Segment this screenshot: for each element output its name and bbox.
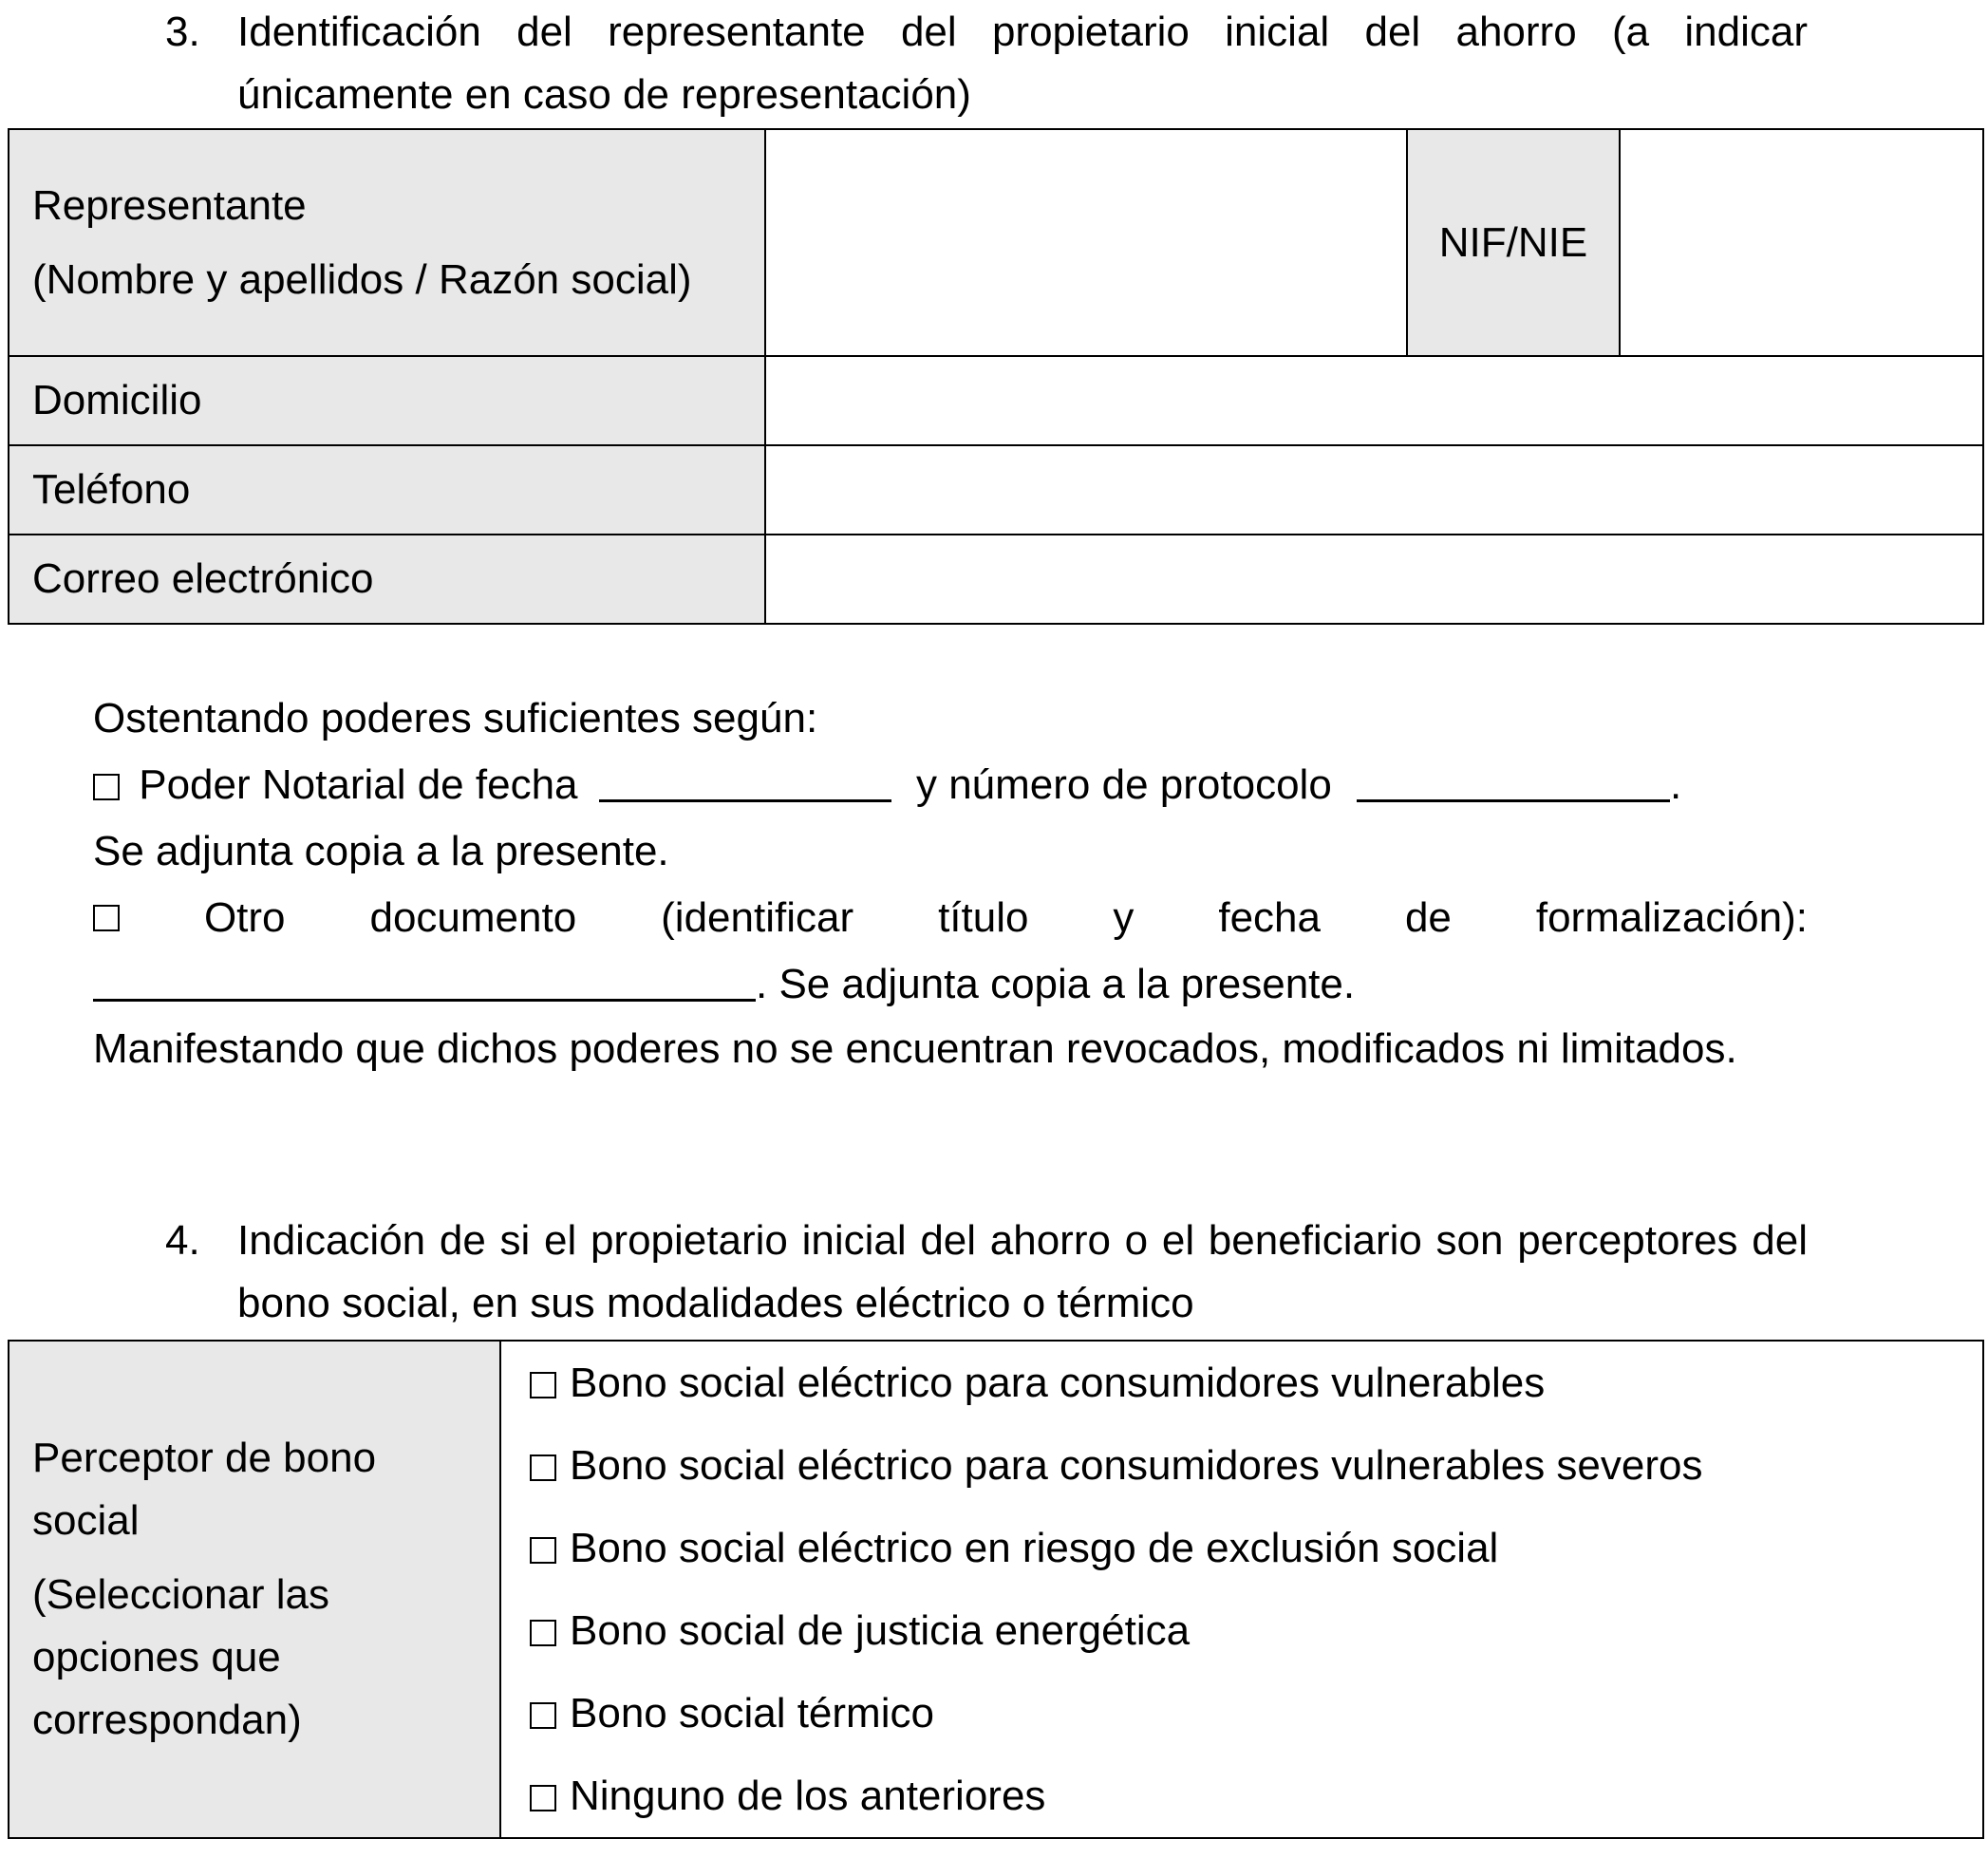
other-document-word: Otro — [203, 894, 286, 941]
nif-nie-label: NIF/NIE — [1407, 129, 1620, 356]
protocol-text: y número de protocolo — [915, 761, 1332, 808]
bono-social-label — [9, 1341, 500, 1838]
other-document-attach-note: . Se adjunta copia a la presente. — [756, 961, 1356, 1007]
other-document-word: de — [1404, 894, 1452, 941]
section-4-heading — [165, 1210, 1808, 1335]
notarial-power-line — [93, 752, 1808, 818]
bono-option-checkbox[interactable] — [530, 1537, 556, 1564]
bono-option — [530, 1672, 1982, 1755]
domicilio-field[interactable] — [765, 356, 1983, 445]
notarial-period: . — [1670, 761, 1682, 808]
bono-option-checkbox[interactable] — [530, 1702, 556, 1729]
bono-option-label: Bono social eléctrico en riesgo de exclusión social — [570, 1525, 1499, 1571]
section-4-title: Indicación de si el propietario inicial del ahorro o el beneficiario son perceptores del bono social, en sus modalidades eléctrico o térmico — [237, 1217, 1808, 1326]
section-4-number: 4. — [165, 1217, 200, 1264]
domicilio-label: Domicilio — [9, 356, 765, 445]
notarial-power-checkbox[interactable] — [93, 774, 120, 800]
notarial-attach-note: Se adjunta copia a la presente. — [93, 828, 669, 874]
bono-social-label-instruction: (Seleccionar las opciones que correspondan) — [32, 1571, 330, 1743]
telefono-field[interactable] — [765, 445, 1983, 535]
representative-table — [8, 128, 1984, 625]
other-document-word: y — [1113, 894, 1135, 941]
bono-option-label: Bono social eléctrico para consumidores vulnerables severos — [570, 1442, 1703, 1489]
other-document-line — [93, 885, 1808, 951]
other-document-continuation — [93, 951, 1808, 1018]
powers-block — [93, 685, 1808, 1080]
representante-field[interactable] — [765, 129, 1407, 356]
notarial-power-text: Poder Notarial de fecha — [139, 761, 578, 808]
notarial-date-field[interactable] — [599, 752, 891, 802]
bono-social-table — [8, 1340, 1984, 1839]
correo-field[interactable] — [765, 535, 1983, 624]
telefono-label: Teléfono — [9, 445, 765, 535]
other-document-word: título — [938, 894, 1029, 941]
bono-social-options — [500, 1341, 1983, 1838]
section-3-heading — [165, 1, 1808, 126]
section-3-title: Identificación del representante del propietario inicial del ahorro (a indicar únicamente en caso de representación) — [237, 9, 1808, 118]
other-document-word: fecha — [1218, 894, 1321, 941]
bono-option-checkbox[interactable] — [530, 1620, 556, 1646]
bono-option — [530, 1589, 1982, 1672]
protocol-number-field[interactable] — [1357, 752, 1670, 802]
other-document-field[interactable] — [93, 951, 756, 1002]
correo-label: Correo electrónico — [9, 535, 765, 624]
nif-nie-field[interactable] — [1620, 129, 1983, 356]
representante-label — [9, 129, 765, 356]
other-document-word: (identificar — [661, 894, 854, 941]
bono-option-checkbox[interactable] — [530, 1785, 556, 1811]
section-3-number: 3. — [165, 9, 200, 55]
bono-option — [530, 1755, 1982, 1837]
powers-intro: Ostentando poderes suficientes según: — [93, 695, 818, 741]
powers-declaration: Manifestando que dichos poderes no se encuentran revocados, modificados ni limitados. — [93, 1025, 1737, 1072]
bono-option-label: Ninguno de los anteriores — [570, 1773, 1046, 1819]
bono-option — [530, 1424, 1982, 1507]
bono-option — [530, 1342, 1982, 1424]
bono-option-label: Bono social de justicia energética — [570, 1607, 1191, 1654]
representante-label-subtitle: (Nombre y apellidos / Razón social) — [32, 255, 692, 303]
representante-label-title: Representante — [32, 181, 307, 229]
bono-option-label: Bono social térmico — [570, 1690, 934, 1736]
bono-option-label: Bono social eléctrico para consumidores vulnerables — [570, 1360, 1546, 1406]
other-document-checkbox[interactable] — [93, 905, 120, 931]
bono-option — [530, 1507, 1982, 1589]
other-document-word: documento — [369, 894, 577, 941]
bono-option-checkbox[interactable] — [530, 1454, 556, 1481]
bono-option-checkbox[interactable] — [530, 1372, 556, 1398]
other-document-word: formalización): — [1535, 894, 1808, 941]
bono-social-label-title: Perceptor de bono social — [32, 1435, 377, 1544]
